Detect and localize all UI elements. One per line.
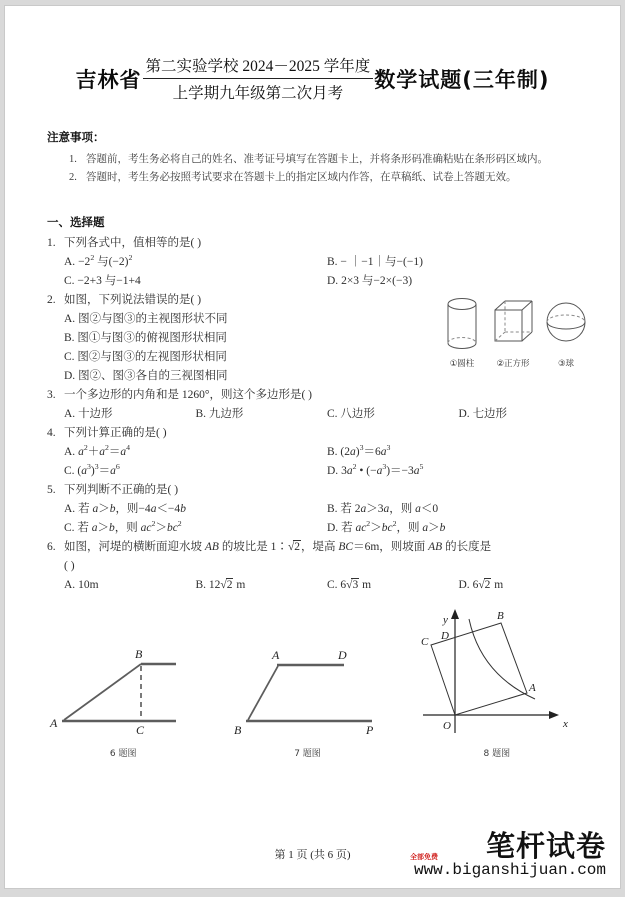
option-a-text: $-2^2$ 与$(-2)^2$ xyxy=(78,253,133,268)
figure-8 xyxy=(417,603,577,759)
triangle-slope-diagram xyxy=(48,633,198,743)
option-c[interactable] xyxy=(64,462,327,481)
option-d[interactable] xyxy=(327,519,590,538)
option-a-key: A. xyxy=(64,256,76,268)
question-3-number: 3. xyxy=(47,389,56,401)
option-b-key: B. xyxy=(195,408,207,420)
option-c-text: −2+3 与−1+4 xyxy=(77,275,141,287)
question-2-figure xyxy=(442,291,590,386)
notice-item-text: 答题前，考生务必将自己的姓名、准考证号填写在答题卡上，并将条形码准确粘贴在条形码区域内。 xyxy=(86,154,548,165)
option-d-text: 若 $ac^2>bc^2$，则 a＞b xyxy=(341,519,446,534)
option-b-text: − ｜−1｜与−(−1) xyxy=(340,256,423,268)
option-a[interactable] xyxy=(64,576,196,595)
question-1-stem: 下列各式中，值相等的是( ) xyxy=(64,237,202,249)
question-4 xyxy=(47,424,590,481)
title-province: 吉林省 xyxy=(75,67,142,92)
option-b[interactable] xyxy=(327,443,590,462)
notice-block xyxy=(5,129,620,186)
option-c-key: C. xyxy=(64,351,75,363)
option-a-key: A. xyxy=(64,313,76,325)
title-school-line1: 第二实验学校 2024－2025 学年度 xyxy=(145,58,371,75)
solids-group xyxy=(442,295,588,374)
question-1-number: 1. xyxy=(47,237,56,249)
option-b[interactable] xyxy=(327,253,590,272)
option-d-text: 6√2 m xyxy=(472,579,504,591)
question-3-stem: 一个多边形的内角和是 1260°，则这个多边形是( ) xyxy=(64,389,313,401)
option-b-text: $(2a)^3=6a^3$ xyxy=(340,443,391,458)
question-3-stem-row xyxy=(47,386,590,405)
option-d[interactable] xyxy=(459,576,591,595)
option-a-text: $a^2+a^2=a^4$ xyxy=(78,443,131,458)
option-d-key: D. xyxy=(327,275,339,287)
option-d[interactable] xyxy=(327,462,590,481)
solid-cylinder-caption: ①圆柱 xyxy=(449,359,475,369)
notice-item-number: 1. xyxy=(69,154,77,165)
section-heading-choice: 一、选择题 xyxy=(47,215,105,229)
option-a-text: 若 a＞b，则−4a＜−4b xyxy=(78,503,186,515)
question-6-stem: 如图，河堤的横断面迎水坡 AB 的坡比是 1∶√2，堤高 BC＝6m，则坡面 AB 的长度是 xyxy=(64,541,492,553)
figure-row xyxy=(5,599,620,759)
option-a-key: A. xyxy=(64,446,76,458)
sphere-icon xyxy=(544,295,588,353)
option-a[interactable] xyxy=(64,253,327,272)
option-d[interactable] xyxy=(459,405,591,424)
question-2-stem: 如图，下列说法错误的是( ) xyxy=(64,294,202,306)
question-5-stem-row xyxy=(47,481,590,500)
option-c-key: C. xyxy=(64,465,75,477)
option-c-text: $(a^3)^3=a^6$ xyxy=(77,462,120,477)
option-d-text: 2×3 与−2×(−3) xyxy=(341,275,413,287)
option-d[interactable] xyxy=(64,367,442,386)
option-b-text: 图①与图③的俯视图形状相同 xyxy=(77,332,227,344)
question-6 xyxy=(47,538,590,595)
notice-list xyxy=(47,151,586,186)
figure-6-label-a: A xyxy=(50,716,58,730)
question-3 xyxy=(47,386,590,424)
notice-item-number: 2. xyxy=(69,172,77,183)
watermark-url: www.biganshijuan.com xyxy=(413,861,606,879)
option-a-text: 10m xyxy=(78,579,99,591)
question-1-stem-row xyxy=(47,234,590,253)
notice-item xyxy=(47,169,586,186)
watermark-free-tag: 全部免费 xyxy=(409,853,438,861)
figure-8-label-a: A xyxy=(528,682,536,694)
title-subject: 数学试题(三年制) xyxy=(374,67,550,92)
figure-7-label-d: D xyxy=(338,648,348,662)
figure-8-label-b: B xyxy=(496,610,504,622)
option-d-key: D. xyxy=(327,522,339,534)
cube-icon xyxy=(490,295,536,353)
figure-6-label-b: B xyxy=(135,647,143,661)
option-b-key: B. xyxy=(327,256,338,268)
question-4-options xyxy=(47,443,590,481)
question-5-options xyxy=(47,500,590,538)
question-1-options xyxy=(47,253,590,291)
option-d-text: 七边形 xyxy=(472,408,508,420)
figure-7-label-b: B xyxy=(234,723,242,737)
option-c-text: 6√3 m xyxy=(340,579,372,591)
option-b-text: 12√2 m xyxy=(208,579,246,591)
option-d-text: 图②、图③各自的三视图相同 xyxy=(78,370,228,382)
figure-7 xyxy=(232,633,382,759)
title-school-line2: 上学期九年级第二次月考 xyxy=(172,85,344,102)
option-a-key: A. xyxy=(64,408,76,420)
page-title xyxy=(5,54,620,103)
question-6-stem-row xyxy=(47,538,590,557)
solid-cube xyxy=(490,295,536,374)
option-b[interactable] xyxy=(196,405,328,424)
question-6-number: 6. xyxy=(47,541,56,553)
option-c-text: 图②与图③的左视图形状相同 xyxy=(77,351,227,363)
solid-cube-caption: ②正方形 xyxy=(496,359,530,369)
solid-sphere xyxy=(544,295,588,374)
figure-7-label-p: P xyxy=(366,723,374,737)
option-c-text: 八边形 xyxy=(340,408,375,420)
question-2-stem-row xyxy=(47,291,442,310)
option-b[interactable] xyxy=(196,576,328,595)
figure-6-label-c: C xyxy=(136,723,145,737)
question-6-stem-continued: ( ) xyxy=(64,560,75,572)
option-b-key: B. xyxy=(327,503,338,515)
option-c[interactable] xyxy=(64,348,442,367)
option-d-text: $3a^2$ • $(-a^3)=-3a^5$ xyxy=(341,462,424,477)
option-c-key: C. xyxy=(64,522,75,534)
option-c-text: 若 a＞b，则 $ac^2>bc^2$ xyxy=(77,519,182,534)
question-2-options xyxy=(47,310,442,386)
question-4-stem-row xyxy=(47,424,590,443)
figure-7-label-a: A xyxy=(272,648,280,662)
option-b[interactable] xyxy=(327,500,590,519)
option-c[interactable] xyxy=(64,519,327,538)
option-d-key: D. xyxy=(64,370,76,382)
option-b[interactable] xyxy=(64,329,442,348)
figure-8-label-x: x xyxy=(562,718,568,730)
title-school-fraction xyxy=(143,54,374,103)
question-6-options xyxy=(47,576,590,595)
notice-title: 注意事项： xyxy=(47,130,105,144)
figure-8-label-c: C xyxy=(420,636,429,648)
option-d[interactable] xyxy=(327,272,590,291)
option-d-key: D. xyxy=(458,579,470,591)
figure-8-caption: 8 题图 xyxy=(483,749,511,759)
figure-6-caption: 6 题图 xyxy=(109,749,137,759)
option-c[interactable] xyxy=(327,405,459,424)
figure-8-label-o: O xyxy=(442,720,451,732)
notice-item xyxy=(47,151,586,168)
option-a-text: 图②与图③的主视图形状不同 xyxy=(78,313,228,325)
option-a[interactable] xyxy=(64,500,327,519)
question-2-number: 2. xyxy=(47,294,56,306)
notice-item-text: 答题时，考生务必按照考试要求在答题卡上的指定区域内作答，在草稿纸、试卷上答题无效。 xyxy=(86,172,517,183)
exam-page xyxy=(4,5,621,889)
watermark-brand: 笔杆试卷 xyxy=(485,829,606,863)
figure-8-label-y: y xyxy=(442,614,448,626)
question-1 xyxy=(47,234,590,291)
option-a[interactable] xyxy=(64,310,442,329)
question-4-number: 4. xyxy=(47,427,56,439)
coordinate-hyperbola-diagram xyxy=(417,603,577,743)
option-b-key: B. xyxy=(195,579,207,591)
option-a[interactable] xyxy=(64,405,196,424)
option-c-key: C. xyxy=(64,275,75,287)
trapezoid-diagram xyxy=(232,633,382,743)
solid-cylinder xyxy=(442,295,482,374)
question-2 xyxy=(47,291,590,386)
question-4-stem: 下列计算正确的是( ) xyxy=(64,427,167,439)
option-d-key: D. xyxy=(458,408,470,420)
watermark xyxy=(409,829,606,879)
question-5 xyxy=(47,481,590,538)
option-c-key: C. xyxy=(327,579,338,591)
question-5-stem: 下列判断不正确的是( ) xyxy=(64,484,179,496)
option-a-key: A. xyxy=(64,503,76,515)
option-c[interactable] xyxy=(327,576,459,595)
question-3-options xyxy=(47,405,590,424)
option-b-text: 九边形 xyxy=(208,408,244,420)
question-5-number: 5. xyxy=(47,484,56,496)
question-list xyxy=(5,234,620,595)
cylinder-icon xyxy=(442,295,482,353)
solid-sphere-caption: ③球 xyxy=(557,359,575,369)
figure-7-caption: 7 题图 xyxy=(294,749,321,759)
option-d-key: D. xyxy=(327,465,339,477)
figure-6 xyxy=(48,633,198,759)
option-b-key: B. xyxy=(327,446,338,458)
option-c[interactable] xyxy=(64,272,327,291)
option-b-key: B. xyxy=(64,332,75,344)
figure-8-label-d: D xyxy=(440,630,449,642)
option-a-text: 十边形 xyxy=(78,408,113,420)
option-a-key: A. xyxy=(64,579,76,591)
option-a[interactable] xyxy=(64,443,327,462)
option-c-key: C. xyxy=(327,408,338,420)
option-b-text: 若 2a＞3a，则 a＜0 xyxy=(340,503,439,515)
page-number-text: 第 1 页 (共 6 页) xyxy=(274,849,351,861)
